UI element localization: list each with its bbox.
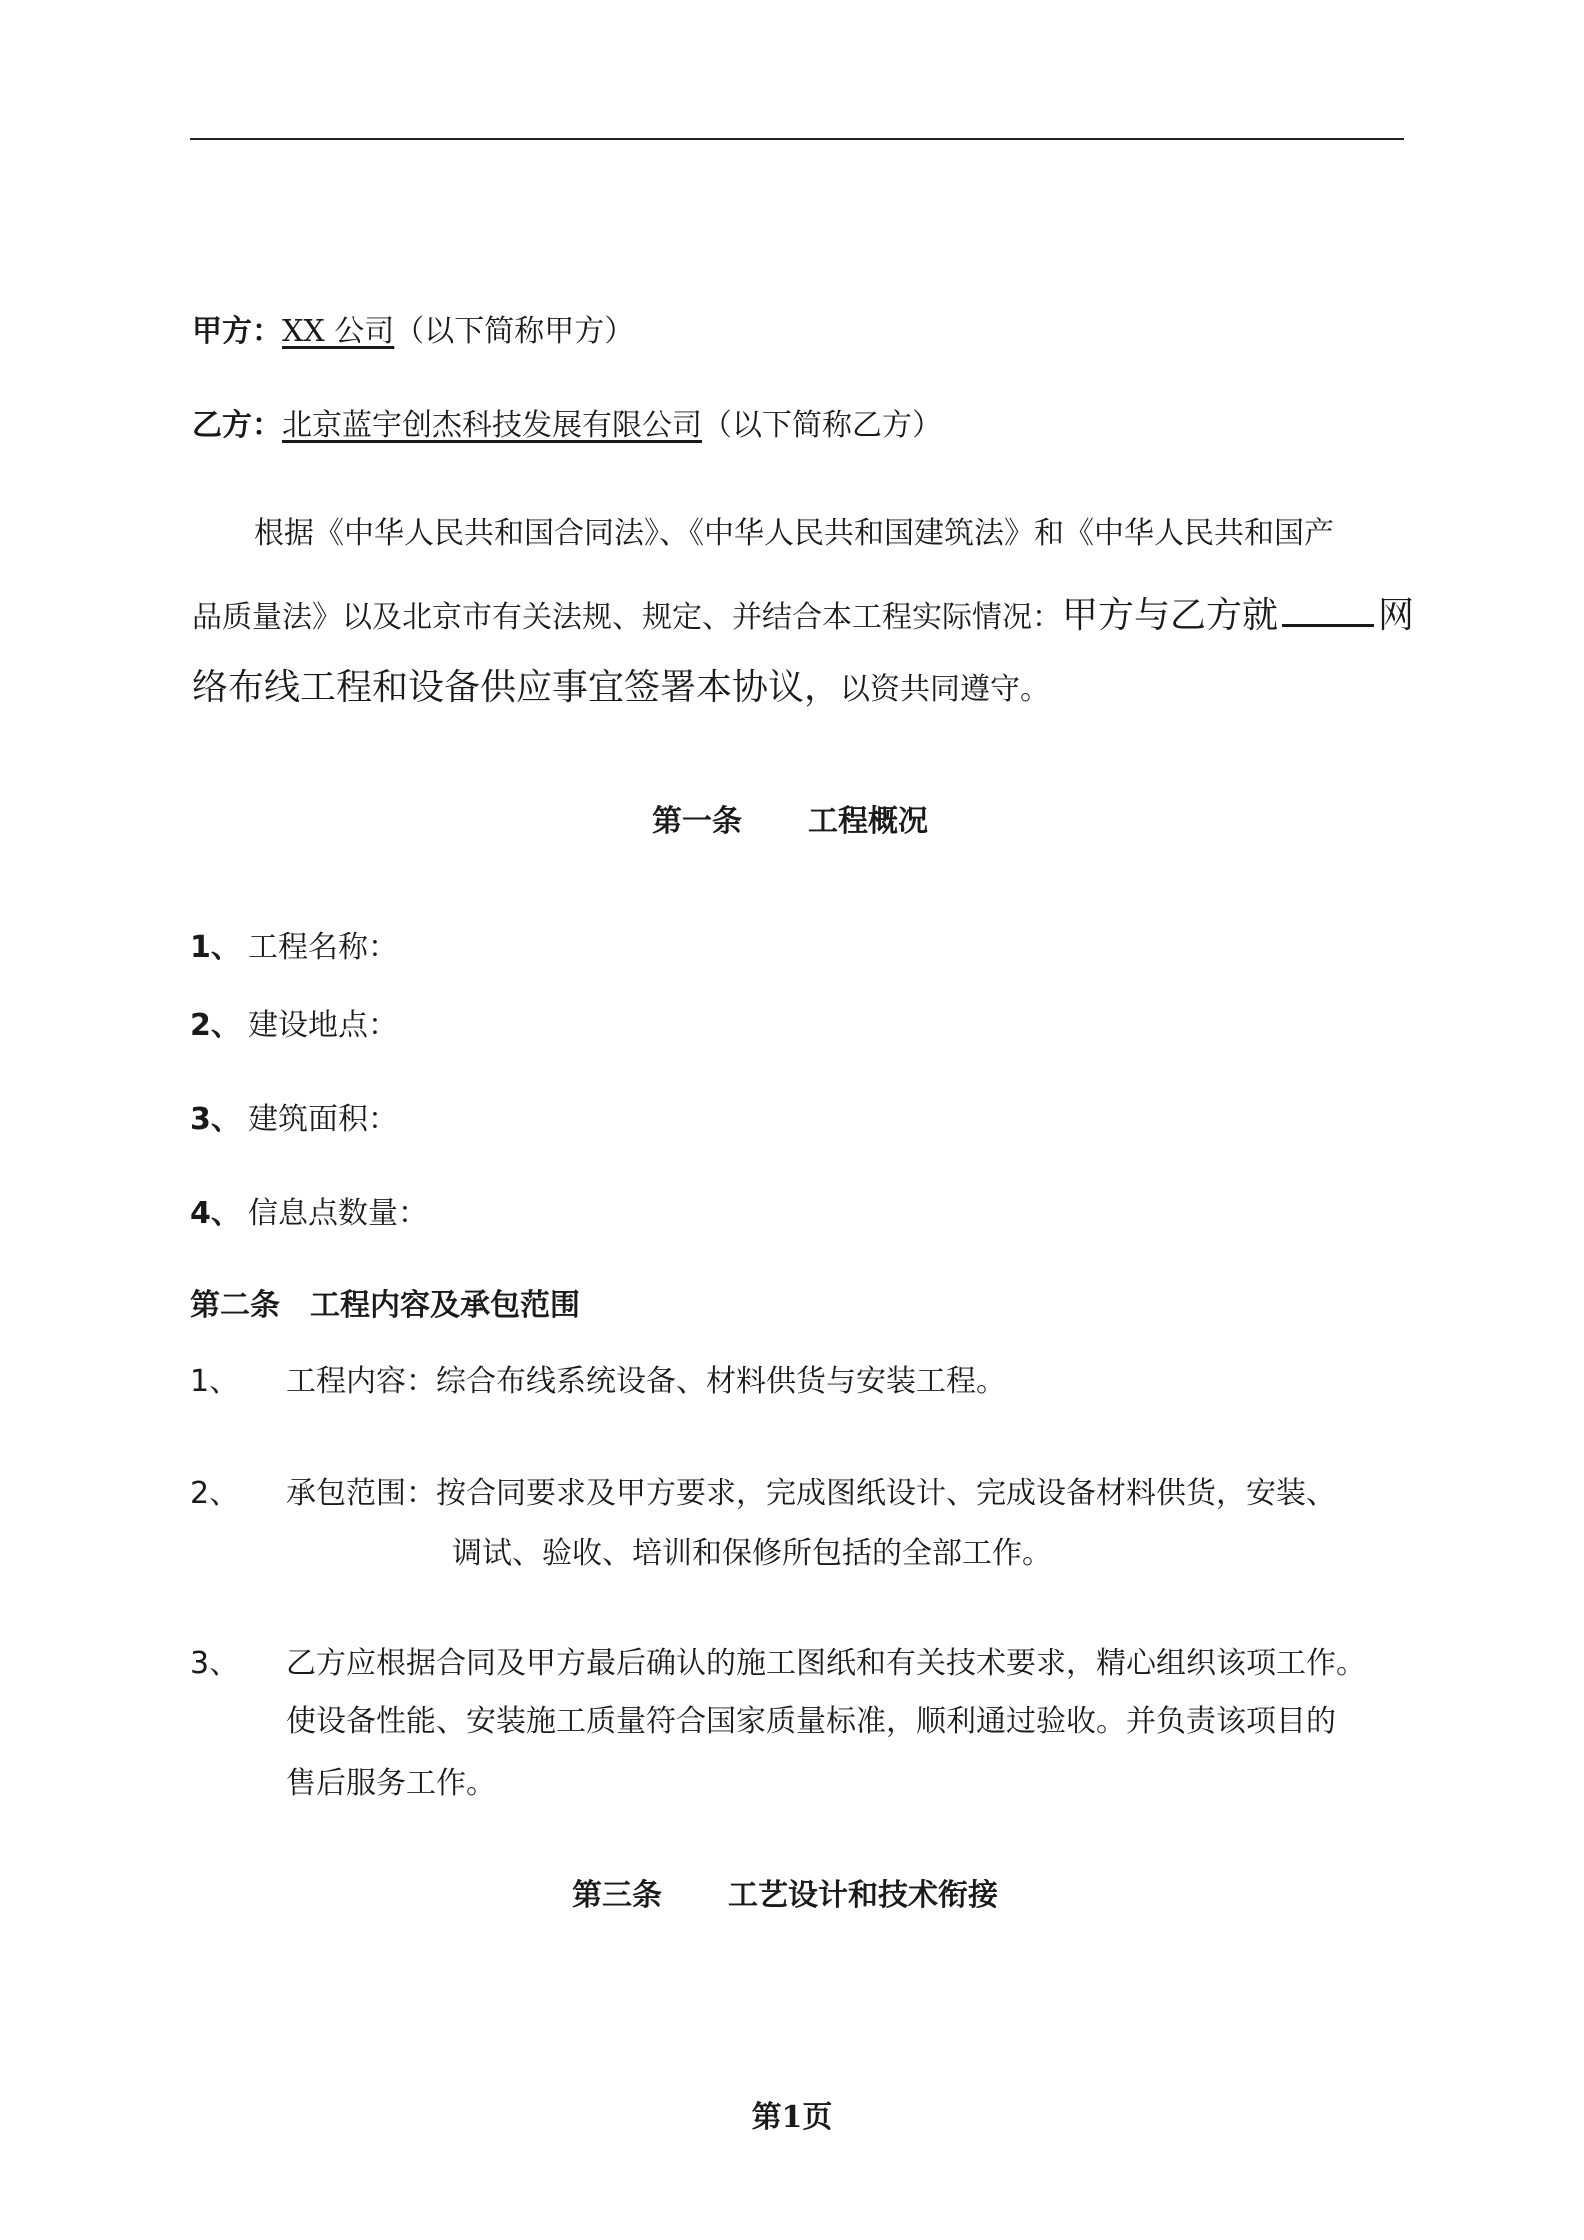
- preamble-line-2a: 品质量法》以及北京市有关法规、规定、并结合本工程实际情况：: [192, 600, 1062, 635]
- article-2-item-3-number: 3、: [190, 1646, 240, 1681]
- preamble-line-1: 根据《中华人民共和国合同法》、《中华人民共和国建筑法》和《中华人民共和国产: [254, 516, 1334, 551]
- preamble-line-2b: 甲方与乙方就: [1062, 595, 1279, 636]
- preamble-line-2: [192, 590, 1414, 638]
- article-2-item-3-line-1: 乙方应根据合同及甲方最后确认的施工图纸和有关技术要求，精心组织该项工作。: [286, 1646, 1366, 1681]
- article-1-item-3-number: 3、: [190, 1102, 241, 1137]
- article-2-item-1-text: 工程内容：综合布线系统设备、材料供货与安装工程。: [286, 1364, 1006, 1399]
- project-name-blank: [1282, 590, 1374, 627]
- article-1-item-2-number: 2、: [190, 1008, 241, 1043]
- party-b-line: [192, 406, 942, 446]
- party-b-note: （以下简称乙方）: [702, 408, 942, 443]
- preamble-line-2c: 网: [1378, 595, 1415, 636]
- article-3-title: 工艺设计和技术衔接: [728, 1878, 998, 1913]
- preamble-line-3b: 以资共同遵守。: [840, 672, 1051, 707]
- article-3-number: 第三条: [572, 1878, 662, 1913]
- article-2-item-2-line-1: 承包范围：按合同要求及甲方要求，完成图纸设计、完成设备材料供货，安装、: [286, 1476, 1336, 1511]
- party-b-name: 北京蓝宇创杰科技发展有限公司: [282, 408, 702, 443]
- article-1-item-2-text: 建设地点：: [248, 1008, 398, 1043]
- article-1-title: 工程概况: [808, 804, 928, 839]
- article-2-item-2-number: 2、: [190, 1476, 240, 1511]
- article-2-item-3-line-3: 售后服务工作。: [286, 1766, 496, 1801]
- article-1-heading: [652, 802, 928, 842]
- header-rule: [190, 138, 1404, 140]
- article-2-heading: 第二条 工程内容及承包范围: [190, 1288, 580, 1323]
- party-a-name: XX 公司: [282, 314, 395, 349]
- article-3-heading: [572, 1876, 998, 1916]
- article-2-item-2-line-2: 调试、验收、培训和保修所包括的全部工作。: [452, 1536, 1052, 1571]
- article-1-item-4-text: 信息点数量：: [248, 1196, 428, 1231]
- article-1-item-4-number: 4、: [190, 1196, 241, 1231]
- preamble-line-3a: 络布线工程和设备供应事宜签署本协议，: [192, 667, 841, 708]
- party-a-label: 甲方：: [192, 314, 282, 349]
- party-b-label: 乙方：: [192, 408, 282, 443]
- page-number: 第1页: [751, 2100, 833, 2135]
- party-a-note: （以下简称甲方）: [394, 314, 635, 349]
- party-a-line: [192, 312, 634, 352]
- article-2-item-3-line-2: 使设备性能、安装施工质量符合国家质量标准，顺利通过验收。并负责该项目的: [286, 1704, 1336, 1739]
- article-1-item-1-text: 工程名称：: [248, 930, 398, 965]
- article-1-item-3-text: 建筑面积：: [248, 1102, 398, 1137]
- article-1-item-1-number: 1、: [190, 930, 241, 965]
- preamble-line-3: [192, 668, 1050, 710]
- article-2-item-1-number: 1、: [190, 1364, 240, 1399]
- article-1-number: 第一条: [652, 804, 742, 839]
